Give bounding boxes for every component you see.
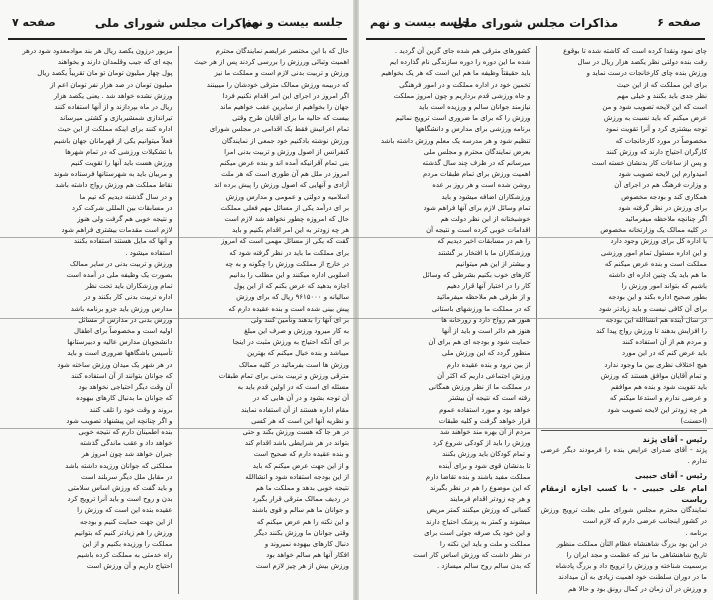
text-line: کشورهای مترقی هم شده جای گزین آن گردید . — [394, 47, 531, 55]
text-line: سالیانه و ۹۶۱۵۰۰۰ ریال که برای ورزش — [236, 293, 349, 302]
text-line: بتواند در هر شرایطی باشد اقدام کند — [244, 439, 349, 448]
text-line: و مربیان باید به شهرستانها فرستاده شوند — [53, 170, 173, 179]
text-line: توجه بیشتری کرد و آنرا تقویت نمود — [605, 125, 707, 134]
text-line: هنوز هم دائر است و باید از آنها — [441, 327, 531, 336]
text-line: ما در دوران سلطنت خود اهمیت زیادی به آن میدادند — [558, 573, 707, 582]
text-line: شده ما این دوره را دوره سازندگی نام گذارده ایم — [389, 58, 531, 67]
text-line: احتیاج داریم و آن ورزش است — [86, 562, 173, 571]
text-line: تمام وسائل لازم برای آنها فراهم شود — [423, 203, 531, 212]
text-line: (احسنت) — [680, 416, 707, 425]
text-line: برای مملکت ما باید در نظر گرفته شود که — [229, 248, 349, 257]
text-line: رفت بنده دولتی نظر یکصد هزار ریال در سال — [577, 58, 707, 67]
left-page — [0, 0, 355, 600]
text-line: روشن شده است و هر روز بر عده — [432, 181, 531, 190]
right-page-header — [366, 14, 705, 44]
text-line: نتیجه خوبی بدهد و مملکت ما هم — [255, 483, 349, 492]
text-line: و ورزش در آن زمان در کمال رونق بود و حالا هم — [568, 584, 707, 593]
text-line: در مقابل ملل دیگر سربلند است — [81, 472, 173, 481]
text-line: میباشد و بنده خیال میکنم که بهترین — [247, 349, 349, 358]
text-line: عقیده بنده این است که ورزش را — [77, 506, 173, 515]
text-line: از این بودجه استفاده شود و انشاالله — [245, 472, 349, 481]
text-line: ریال در ماه بپردازند و از آنها استفاده کنند — [54, 103, 173, 112]
text-line: و در سال گذشته دیدیم که تیم ما — [79, 192, 173, 201]
text-line: و از طرفی هم ملاحظه میفرمائید — [436, 293, 531, 302]
text-line: را افزایش بدهند تا ورزش رواج پیدا کند — [595, 327, 707, 336]
text-line: ورزش هست باید آنها را تقویت کنیم — [70, 159, 173, 168]
text-line: کارگران احتیاج دارند که ورزش کنند — [606, 147, 707, 156]
text-line: کسانی که ورزش میکنند کمتر مریض — [426, 506, 531, 515]
text-line: برای این مملکت که از این حیث — [616, 80, 707, 89]
text-line: برنامه . — [685, 528, 707, 537]
text-line: که جوانان بتوانند از آن استفاده کنند — [71, 371, 173, 380]
text-line: بر ای آنکه احتیاج به ورزش مثبت در اینجا — [232, 338, 349, 347]
text-line: هر چه زودتر به این امر اقدام بکنیم و باید — [232, 226, 349, 235]
text-line: گفت که یکی از مسائل مهمی است که امروز — [221, 237, 349, 246]
speaker-text: نمایندگان محترم مجلس شورای ملی بعلت ترویج ورزش در کشور اینجانب عرضی دارم که لازم است — [540, 506, 707, 526]
text-line: در این بود بزرگ شاهنشاه عظام الثأن مملکت منظور — [556, 539, 707, 548]
fold-line — [0, 428, 713, 429]
text-line: اولیه است و مخصوصاً برای اطفال — [74, 327, 173, 336]
text-line: استفاده میشود . — [125, 248, 173, 257]
text-line: اسلامیه و دولتی و عمومی و مدارس ورزش — [225, 192, 349, 201]
text-line: و جوانان ما هم سالم و قوی باشند — [251, 506, 349, 515]
speaker-heading: امام علی حبیبی - با کسب اجازه ازمقام ریاست — [540, 483, 707, 504]
text-line: و باید گفت که ورزش اساس سلامتی — [67, 483, 173, 492]
running-head: مذاکرات مجلس شورای ملی — [94, 16, 261, 30]
text-line: و این خود یک صرفه جوئی است برای — [424, 528, 531, 537]
text-line: هیچ اختلاف نظری بین ما وجود ندارد — [604, 360, 707, 369]
text-line: حمایت شود و بودجه ای هم برای آن — [428, 338, 531, 347]
text-line: و تمام کودکان باید ورزش بکنند — [442, 450, 531, 459]
text-line: ورزش و تربیت بدنی در سایر ممالک — [69, 259, 173, 268]
text-line: مخصوصاً در مورد کارخانجات که — [615, 136, 707, 145]
text-line: کنفرانس از اصول ورزش و تربیت بدنی امرا — [224, 147, 349, 156]
page-number: صفحه ۷ — [12, 16, 56, 29]
text-line: پول چهار میلیون تومان تو مان تقریباً یکصد ریال — [37, 69, 173, 78]
text-line: و این نکته را هم عرض میکنم که — [256, 517, 349, 526]
text-line: بنده اطمینان دارم که نتیجه خوبی — [78, 427, 173, 436]
text-line: اداره تربیت بدنی کار بکنند و در — [83, 293, 173, 302]
text-line: مزبور درزون یکصد ریال هر بند موادمعدود شود درهر — [22, 47, 173, 55]
text-line: کارهای خوب بکنیم بشرطی که وسائل — [422, 271, 531, 280]
text-line: امیدوارم این لایحه تصویب شود — [618, 170, 707, 179]
text-line: چای نمود ونقدا کرده است که کاشته شده تا بوقوع — [563, 47, 707, 55]
text-line: از این جهت حمایت کنیم و بودجه — [79, 517, 173, 526]
text-line: باشیم که بتواند امور ورزش را — [621, 282, 707, 291]
text-line: هنوز هم رواج دارد و زورخانه ها — [441, 315, 531, 324]
text-line: که در مملکت ما ورزشهای باستانی — [431, 304, 531, 313]
session-label: جلسه بیست و نهم — [242, 16, 343, 29]
text-line: در مسابقات بین المللی شرکت کرد — [71, 203, 173, 212]
text-line: تمام اعرانیش فقط یک اقدامی در مجلس شورای — [209, 125, 349, 134]
text-line: و تمام آقایان موافق هستند که ورزش — [600, 371, 707, 380]
text-line: در کلیه ممالک یک وزارتخانه مخصوص — [600, 226, 707, 235]
text-line: مملکتی که جوانان ورزیده داشته باشد — [65, 461, 173, 470]
text-line: بر ای آنها را بدهند وتأمین کنند ولی — [250, 315, 349, 324]
text-line: قرار خواهد گرفت و کلیه طبقات — [438, 416, 531, 425]
text-line: بطور صحیح اداره بکند و این بودجه — [608, 293, 707, 302]
text-line: و عرضی ندارم و استدعا میکنم که — [609, 394, 707, 403]
text-line: بروند و وقت خود را تلف کنند — [89, 405, 173, 414]
text-line: اهمیت وتبائی وررزش را بررسی کردند پس از هر حیث — [194, 58, 349, 67]
text-line: به کار میرود ورزش و صرف این مبلغ — [244, 327, 349, 336]
text-line: ورزش را باید از کودکی شروع کرد — [432, 439, 531, 448]
text-line: اگر امروز در اجرای این امر اقدام نکنیم فردا — [222, 91, 349, 100]
text-line: اگر چنانچه ملاحظه میفرمائید — [625, 215, 707, 224]
text-line: میرسانم که در ظرف چند سال گذشته — [422, 159, 531, 168]
text-line: در هر شهر یک میدان ورزش ساخته شود — [57, 360, 173, 369]
text-line: میشوند و کمتر به پزشک احتیاج دارند — [425, 517, 531, 526]
text-line: ورزش بنده چای کارخانجات درست نماید و — [586, 69, 707, 78]
text-line: که این موضوع را هم در نظر بگیرند — [429, 483, 531, 492]
text-line: ما هم باید یک چنین اداره ای داشته — [608, 271, 707, 280]
text-column-left — [6, 46, 173, 594]
text-line: آن وقت دیگر احتیاجی نخواهد بود — [78, 383, 173, 392]
text-line: برسمیت شناخته و ورزش را ترویج داد و بزرگ پادشاه — [555, 562, 707, 571]
text-line: و آنها که مایل هستند استفاده بکنند — [73, 237, 173, 246]
text-line: مملکت را ورزیده بکنیم و از این — [82, 539, 173, 548]
text-line: دنبال کارهای بیهوده نمیروند و — [264, 539, 349, 548]
text-line: عرض میکنم که باید نسبت به ورزش — [603, 114, 707, 123]
text-line: ورزش را که برای ما ضروری است ترویج نمائیم — [395, 114, 531, 123]
section-divider — [541, 430, 708, 431]
text-line: و این اداره مسئول تمام امور ورزشی — [600, 248, 707, 257]
text-line: و بیشتر از این هم میتوانیم — [455, 259, 531, 268]
text-line: کار را در اختیار آنها قرار دهیم — [446, 282, 531, 291]
text-line: حال که امروزه چطور نخواهد شد لازم است — [224, 215, 349, 224]
text-line: هر چه زودتر این لایحه تصویب شود — [607, 405, 707, 414]
text-line: جبران خواهد شد چون امروز هر — [81, 450, 173, 459]
text-line: فعلاً میتوانیم یکی از قهرمانان جهان باشیم — [53, 136, 173, 145]
right-page-columns — [364, 46, 707, 594]
text-line: خواهد داد و عقب ماندگی گذشته — [80, 439, 173, 448]
text-column-left — [364, 46, 531, 594]
text-line: در ردیف ممالک مترقی قرار بگیرد — [252, 495, 349, 504]
text-line: و نتیجه خوبی هم گرفت ولی هنوز — [77, 215, 173, 224]
speaker-text: پژند - آقای صدرای عرایض بنده را فرمودند دیگر عرضی ندارم . — [540, 446, 707, 466]
header-rule — [366, 38, 705, 40]
text-line: آزادی و آنهایی که اصول ورزش را پیش برده اند — [214, 181, 349, 190]
text-line: که دربیمه ورزش ممالک مترقی خودشان را میبینند — [206, 80, 349, 89]
text-line: نیازمند جوانان سالم و ورزیده است باید — [418, 103, 531, 112]
text-line: اداره کنند برای اینکه مملکت از این حیث — [57, 125, 173, 134]
text-line: مملکت و ملت و باید این نکته را — [439, 539, 531, 548]
text-line: ورزش نوشته بادکنیم خود جمعی از نمایندگان — [221, 136, 349, 145]
text-line: بنی تمام آقرانیکه آمده اند و بنده عرض میکنم — [219, 159, 349, 168]
text-line: تمام ورزشکاران باید تحت نظر — [85, 282, 173, 291]
text-line: ورزش و تربیت بدنی لازم است و مملکت ما نیز — [214, 69, 349, 78]
text-line: در خارج از مملکت ورزش را چگونه و به چه — [225, 259, 349, 268]
text-line: تخمین خود در اداره مملکت و در امور فرهنگی — [399, 80, 531, 89]
text-line: نظر جدی باید بکنند و خیلی مهم — [617, 91, 707, 100]
text-line: برنامه ورزشی برای مدارس و دانشگاهها — [415, 125, 531, 134]
text-line: و اگر چنانچه این پیشنهاد تصویب شود — [66, 416, 173, 425]
text-line: که جوانان ما بدنبال کارهای بیهوده — [76, 394, 173, 403]
column-separator — [178, 46, 179, 594]
running-head: مذاکرات مجلس شورای ملی — [452, 16, 619, 30]
left-page-columns — [6, 46, 349, 594]
text-line: ورزش بیش از هر چیز لازم است — [255, 562, 349, 571]
text-line: ورزش ها است بفرمائید در کلیه ممالک — [238, 360, 349, 369]
header-rule — [8, 38, 347, 40]
text-line: که بدن سالم روح سالم میسازد . — [436, 562, 531, 571]
text-line: ورزش نشده خواهد شد . یعنی یکصد هزار — [53, 91, 173, 100]
text-line: و نظریه آنها این است که هر کسی — [251, 416, 349, 425]
text-line: ورزشکاران ما با افتخار بر گشتند — [437, 248, 531, 257]
text-line: در هر جا که هست ورزش بکند و حتی — [242, 427, 349, 436]
text-line: ورزشکاران اضافه میشود و باید — [441, 192, 531, 201]
fold-line — [0, 237, 713, 238]
text-line: تیراندازی شمشیربازی و کشتی میرساند — [59, 114, 173, 123]
text-line: امروز در ملل هم آن طوری است که هر ملت — [221, 170, 349, 179]
text-line: در مملکت ما از نظر ورزش همگانی — [428, 383, 531, 392]
text-line: تا بدنشان قوی شود و برای آینده — [438, 461, 531, 470]
text-line: اسلوبی اداره میکنند و این مطلب را بدانیم — [229, 271, 349, 280]
text-line: پیش بینی شده است و بنده عقیده دارم که — [228, 304, 349, 313]
text-line: بچه ای که جیب وقلمدان دارند و بخواهند — [57, 58, 173, 67]
text-line: همکاری کند و بودجه مخصوص — [621, 192, 707, 201]
text-line: خواهد بود و مورد استفاده عموم — [439, 405, 531, 414]
text-line: بدن و روح است و باید آنرا ترویج کرد — [67, 495, 173, 504]
speaker-heading: رئیس - آقای حبیبی — [635, 470, 707, 480]
text-line: مملکت است و بنده عرض میکنم که — [604, 259, 707, 268]
text-line: با تشکیلات ورزشی که در تمام شهرها — [65, 147, 173, 156]
fold-line — [0, 318, 713, 319]
text-line: مدارس ورزش باید جزو برنامه باشد — [70, 304, 173, 313]
text-line: بصورت یک وظیفه ملی در آمده است — [66, 271, 173, 280]
text-line: مردم از آن بهره مند خواهند شد — [439, 427, 531, 436]
left-page-header — [8, 14, 347, 44]
text-line: و از این جهت عرض میکنم که باید — [252, 461, 349, 470]
text-line: باید حقیقتاً وظیفه ما هم این است که هر یک بخواهیم — [381, 69, 531, 78]
text-line: راه خدمتی به مملکت کرده باشیم — [76, 551, 173, 560]
page-number: صفحه ۶ — [657, 16, 701, 29]
text-line: جهان را بخواهیم از سایرین عقب خواهیم ماند — [219, 103, 349, 112]
text-line: باید تقویت شود و بنده هم موافقم — [610, 383, 707, 392]
text-line: حال که با این مختصر عرایضم نمایندگان محترم — [215, 47, 349, 55]
text-line: باید عرض کنم که در این مورد — [622, 349, 707, 358]
text-line: میلیون تومان در صد هزار نفر تومان اعم از — [49, 80, 173, 89]
text-line: ورزش را هم زیادتر کنیم که بتوانیم — [74, 528, 173, 537]
text-line: و وزارت فرهنگ هم در اجرای آن — [614, 181, 707, 190]
text-line: و هر چه زودتر اقدام فرمایند — [449, 495, 531, 504]
text-line: مسئله ای است که در اولین قدم باید به — [237, 383, 349, 392]
text-line: بر ای درآمد یکی از مسائل مهم فعلی مملکت — [220, 203, 349, 212]
text-column-right — [541, 46, 708, 594]
session-label: جلسه بیست و نهم — [370, 16, 471, 29]
text-line: یا اداره کل برای ورزش وجود دارد — [610, 237, 707, 246]
text-line: رفته است که نتیجه آن بیشتر — [448, 394, 531, 403]
text-line: و بنده عقیده دارم که صحیح است — [253, 450, 349, 459]
text-line: برای آن کافی نیست و باید زیادتر شود — [598, 304, 707, 313]
text-line: آن توجه بشود و در آن هایی که در — [252, 394, 349, 403]
text-line: وقتی جوانان ما ورزش بکنند دیگر — [254, 528, 349, 537]
text-line: برای ورزش در نظر گرفته شود — [618, 203, 707, 212]
text-line: در سال آینده هم انشاالله این بودجه — [605, 315, 707, 324]
text-column-right — [183, 46, 350, 594]
text-line: تنظیم شود و هر مدرسه یک معلم ورزش داشته باشد — [380, 136, 531, 145]
text-line: و جاه ورزشی قدم برداریم و چون امروز مملکت — [393, 91, 531, 100]
text-line: ورزش اجتماعی داریم که اکثر آن — [437, 371, 531, 380]
text-line: اجازه بدهید که عرض بکنم که از این پول — [234, 282, 349, 291]
text-line: مملکت مفید باشند و بنده تقاضا دارم — [425, 472, 531, 481]
text-line: منظور گردد که این ورزش ملی — [441, 349, 531, 358]
text-line: بیست که حالیه ما برای آقایان طرح وقتی — [232, 114, 349, 123]
column-separator — [536, 46, 537, 594]
text-line: در نظر داشت که ورزش اساس کار است — [413, 551, 531, 560]
right-page — [358, 0, 713, 600]
text-line: نقاط مملکت هم ورزش رواج داشته باشد — [55, 181, 173, 190]
text-line: تأسیس باشگاهها ضروری است و باید — [67, 349, 173, 358]
text-line: را هم در مسابقات اخیر دیدیم که — [437, 237, 531, 246]
text-line: اقدامات خوبی کرده است و نتیجه آن — [426, 226, 531, 235]
text-line: دانشجویان مدارس عالیه و دبیرستانها — [67, 338, 173, 347]
speaker-heading: رئیس - آقای پژند — [642, 434, 707, 444]
text-line: لازم است مقدمات بیشتری فراهم شود — [61, 226, 173, 235]
text-line: مقام اداره هستند از آن استفاده نمایند — [241, 405, 349, 414]
text-line: است که این لایحه تصویب شود و من — [602, 103, 707, 112]
text-line: خوشبختانه از این نظر دولت هم — [440, 215, 531, 224]
text-line: بعرض نمایندگان محترم و مجلس ملی — [423, 147, 531, 156]
text-line: مترقی ورزش و تربیت بدنی برای تمام طبقات — [218, 371, 349, 380]
text-line: تاریخ شاهنشاهی ما نیز که عظمت و مجد ایران را — [566, 550, 707, 559]
text-line: و پس از ساعات کار بدنشان خسته است — [591, 159, 707, 168]
text-line: و مردم هم از آن استفاده کنند — [622, 338, 707, 347]
text-line: از بین نرود و بنده عقیده دارم — [446, 360, 531, 369]
text-line: اهمیت ورزش برای تمام طبقات مردم — [423, 170, 531, 179]
text-line: ورزش بدنی در مدارس از مسائل — [78, 315, 173, 324]
text-line: افکار آنها هم سالم خواهد بود — [266, 551, 349, 560]
